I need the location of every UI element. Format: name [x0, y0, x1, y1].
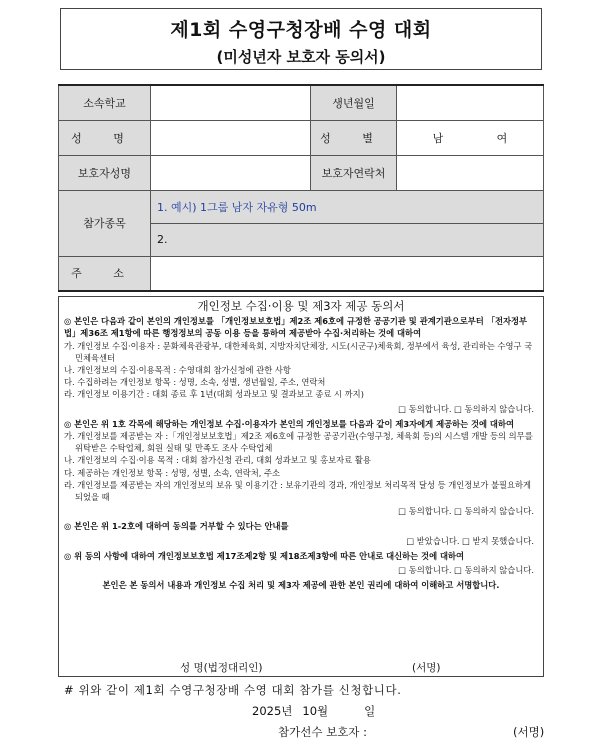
- gender-female-option[interactable]: 여: [496, 131, 508, 145]
- application-form-table: [58, 84, 544, 292]
- consent-confirm: 본인은 본 동의서 내용과 개인정보 수집 처리 및 제3자 제공에 관한 본인 권리에 대하여 이해하고 서명합니다.: [102, 580, 500, 591]
- address-label: 주 소: [59, 256, 151, 291]
- consent-box: [58, 296, 544, 677]
- name-field[interactable]: [151, 120, 311, 155]
- gender-male-option[interactable]: 남: [432, 131, 444, 145]
- event-field-2[interactable]: 2.: [151, 223, 544, 256]
- consent-section-1-head: ◎ 본인은 다음과 같이 본인의 개인정보를 「개인정보보호법」제2조 제6호에 규정한 공공기관 및 관계기관으로부터 「전자정부법」제36조 제1항에 따른 행정정보의 공동 이용 등을 통하여 제공받아 수집·처리하는 것에 대하여: [64, 316, 528, 339]
- event-label: 참가종목: [59, 190, 151, 256]
- date-line: [252, 703, 375, 719]
- address-field[interactable]: [151, 256, 544, 291]
- birth-label: 생년월일: [311, 85, 397, 120]
- consent-s1-item: 가. 개인정보 수집·이용자 : 문화체육관광부, 대한체육회, 지방자치단체장, 시도(시군구)체육회, 정부에서 육성, 관리하는 수영구 국민체육센터: [64, 340, 533, 363]
- date-year: 2025년: [252, 704, 293, 718]
- guardian-contact-label: 보호자연락처: [311, 155, 397, 190]
- gender-label: 성 별: [311, 120, 397, 155]
- document-title: 제1회 수영구청장배 수영 대회: [170, 19, 432, 41]
- consent-title: 개인정보 수집·이용 및 제3자 제공 동의서: [197, 299, 405, 313]
- guardian-sign-mark[interactable]: (서명): [513, 725, 545, 739]
- date-month: 10월: [302, 704, 329, 718]
- consent-section-3-head: ◎ 본인은 위 1-2호에 대하여 동의를 거부할 수 있다는 안내를: [64, 521, 289, 532]
- application-statement: # 위와 같이 제1회 수영구청장배 수영 대회 참가를 신청합니다.: [64, 683, 402, 697]
- consent-s1-item: 라. 개인정보 이용기간 : 대회 종료 후 1년(대회 성과보고 및 결과보고 종료 시 까지): [64, 389, 364, 400]
- consent-s1-item: 다. 수집하려는 개인정보 항목 : 성명, 소속, 성별, 생년월일, 주소, 연락처: [64, 377, 326, 388]
- consent-s2-checkbox[interactable]: □ 동의합니다. □ 동의하지 않습니다.: [398, 506, 534, 517]
- school-label: 소속학교: [59, 85, 151, 120]
- gender-field[interactable]: [397, 120, 544, 155]
- guardian-contact-field[interactable]: [397, 155, 544, 190]
- date-day: 일: [364, 704, 376, 718]
- birth-field[interactable]: [397, 85, 544, 120]
- consent-s1-checkbox[interactable]: □ 동의합니다. □ 동의하지 않습니다.: [398, 403, 534, 414]
- title-box: [60, 8, 542, 70]
- event-field-1[interactable]: 1. 예시) 1그룹 남자 자유형 50m: [151, 190, 544, 223]
- consent-s2-item: 나. 개인정보의 수집·이용 목적 : 대회 참가신청 관리, 대회 성과보고 및 홍보자료 활용: [64, 455, 371, 466]
- guardian-sign-label: 참가선수 보호자 :: [278, 725, 367, 739]
- guardian-name-label: 보호자성명: [59, 155, 151, 190]
- guardian-name-field[interactable]: [151, 155, 311, 190]
- name-label: 성 명: [59, 120, 151, 155]
- consent-sign-label: 성 명(법정대리인): [180, 662, 263, 674]
- document-subtitle: (미성년자 보호자 동의서): [216, 48, 386, 66]
- consent-s3-checkbox[interactable]: □ 받았습니다. □ 받지 못했습니다.: [406, 535, 534, 546]
- consent-s2-item: 가. 개인정보를 제공받는 자 :「개인정보보호법」제2조 제6호에 규정한 공공기관(수영구청, 체육회 등)의 시스템 개발 등의 의무를 위탁받은 수탁업체, 회원 실태 및 만족도 조사 수탁업체: [64, 431, 533, 454]
- consent-s4-checkbox[interactable]: □ 동의합니다. □ 동의하지 않습니다.: [398, 565, 534, 576]
- consent-s1-item: 나. 개인정보의 수집·이용목적 : 수영대회 참가신청에 관한 사항: [64, 365, 291, 376]
- school-field[interactable]: [151, 85, 311, 120]
- consent-section-2-head: ◎ 본인은 위 1호 각목에 해당하는 개인정보 수집·이용자가 본인의 개인정보를 다음과 같이 제3자에게 제공하는 것에 대하여: [64, 418, 514, 429]
- consent-section-4-head: ◎ 위 동의 사항에 대하여 개인정보보호법 제17조제2항 및 제18조제3항에 따른 안내로 대신하는 것에 대하여: [64, 550, 465, 561]
- consent-s2-item: 다. 제공하는 개인정보 항목 : 성명, 성별, 소속, 연락처, 주소: [64, 467, 281, 478]
- consent-s2-item: 라. 개인정보를 제공받는 자의 개인정보의 보유 및 이용기간 : 보유기관의 경과, 개인정보 처리목적 달성 등 개인정보가 불필요하게 되었을 때: [64, 479, 532, 503]
- consent-sign-mark[interactable]: (서명): [412, 662, 441, 674]
